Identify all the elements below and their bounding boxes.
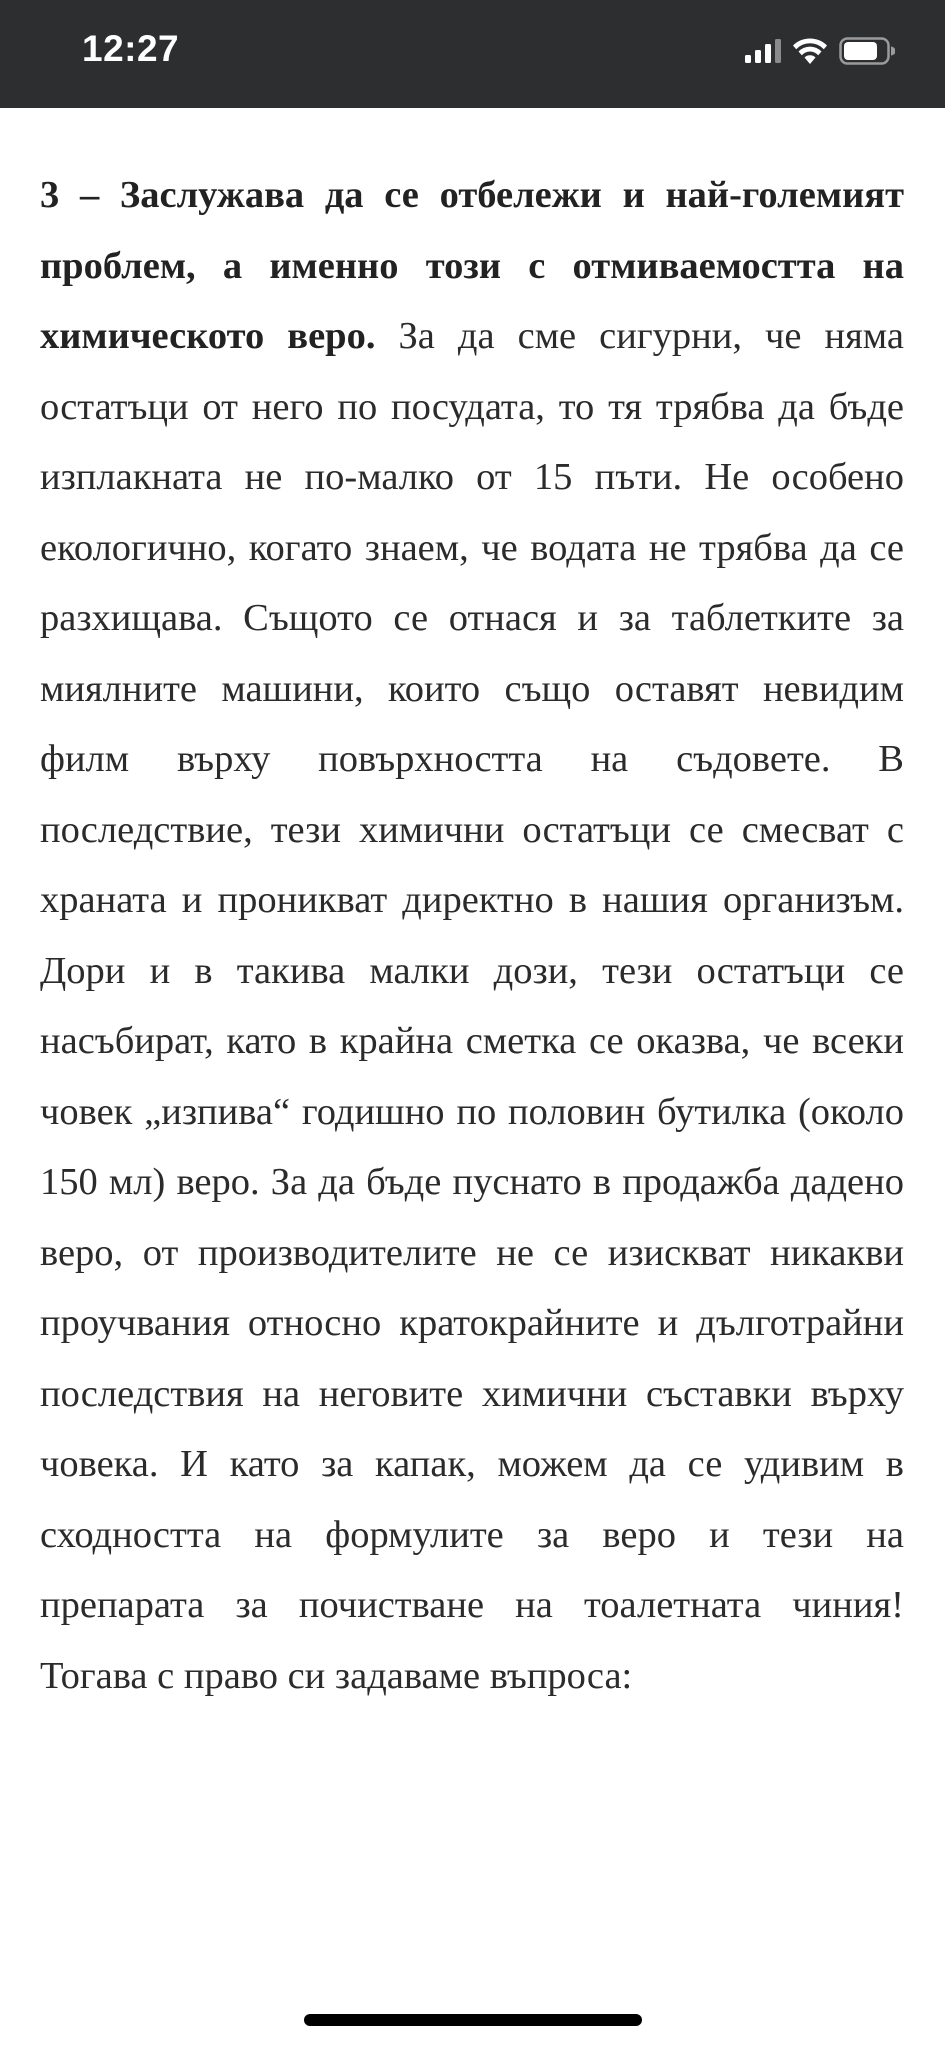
status-icons [745, 34, 895, 68]
wifi-icon [793, 38, 827, 64]
article-body [40, 160, 904, 1711]
status-bar [0, 0, 945, 108]
home-indicator[interactable] [304, 2014, 642, 2026]
article-paragraph [40, 160, 904, 1711]
status-time: 12:27 [82, 28, 180, 69]
battery-icon [839, 37, 895, 65]
article-body-text: За да сме сигурни, че няма остатъци от него по посудата, то тя трябва да бъде изплакната не по-малко от 15 пъти. Не особено екологично, когато знаем, че водата не трябва да се разхищава. Същото се отнася и за таблетките за миялните машини, които също оставят невидим филм върху повърхността на съдовете. В последствие, тези химични остатъци се смесват с храната и проникват директно в нашия организъм. Дори и в такива малки дози, тези остатъци се насъбират, като в крайна сметка се оказва, че всеки човек „изпива“ годишно по половин бутилка (около 150 мл) веро. За да бъде пуснато в продажба дадено веро, от производителите не се изискват никакви проучвания относно кратокрайните и дълготрайни последствия на неговите химични съставки върху човека. И като за капак, можем да се удивим в сходността на формулите за веро и тези на препарата за почистване на тоалетната чиния! Тогава с право си задаваме въпроса: [40, 315, 905, 1697]
article-lead-bold: 3 – Заслужава да се отбележи и най-големият проблем, а именно този с отмиваемостта на химическото веро. [40, 174, 904, 357]
cellular-signal-icon [745, 39, 781, 63]
